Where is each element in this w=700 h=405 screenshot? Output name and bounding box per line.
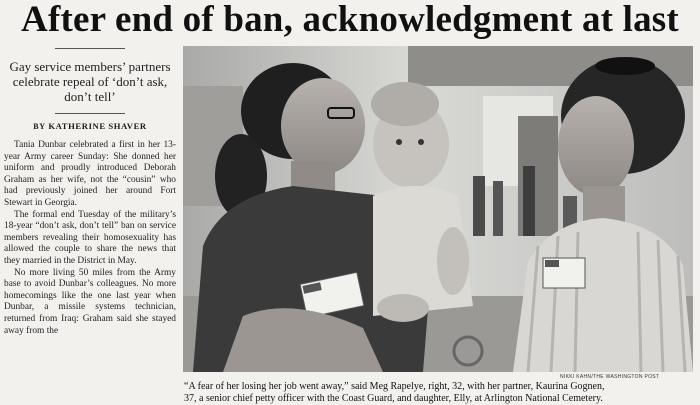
body-paragraph-1: Tania Dunbar celebrated a first in her 13-year Army career Sunday: She donned her uniform and proudly introduced Deborah Graham as her wife, not the “cousin” who had previously joined her around Fort Stewart in Georgia. [4, 140, 176, 208]
divider-top [55, 48, 125, 49]
divider-bottom [55, 113, 125, 114]
deck: Gay service members’ partners celebrate repeal of ‘don’t ask, don’t tell’ [9, 59, 171, 104]
byline-prefix: BY [33, 122, 46, 131]
article-photo [183, 46, 693, 372]
headline: After end of ban, acknowledgment at last [21, 0, 679, 40]
photo-caption [184, 381, 696, 405]
body-paragraph-3: No more living 50 miles from the Army base to avoid Dunbar’s colleagues. No more homecomings like the one last year when Dunbar, a missile systems technician, returned from Iraq: Graham said she stayed away from the [4, 267, 176, 336]
byline [4, 121, 176, 131]
article-body [4, 140, 176, 337]
left-column [4, 48, 176, 400]
byline-name: KATHERINE SHAVER [48, 121, 147, 131]
photo-credit: NIKKI KAHN/THE WASHINGTON POST [560, 374, 660, 380]
caption-line-2: 37, a senior chief petty officer with the Coast Guard, and daughter, Elly, at Arlington National Cemetery. [184, 393, 603, 404]
body-paragraph-2: The formal end Tuesday of the military’s 18-year “don’t ask, don’t tell” ban on service members revealing their homosexuality has allowed the couple to share the news that they married in the District in May. [4, 209, 176, 266]
caption-line-1: “A fear of her losing her job went away,” said Meg Rapelye, right, 32, with her partner, Kaurina Gognen, [184, 381, 605, 392]
